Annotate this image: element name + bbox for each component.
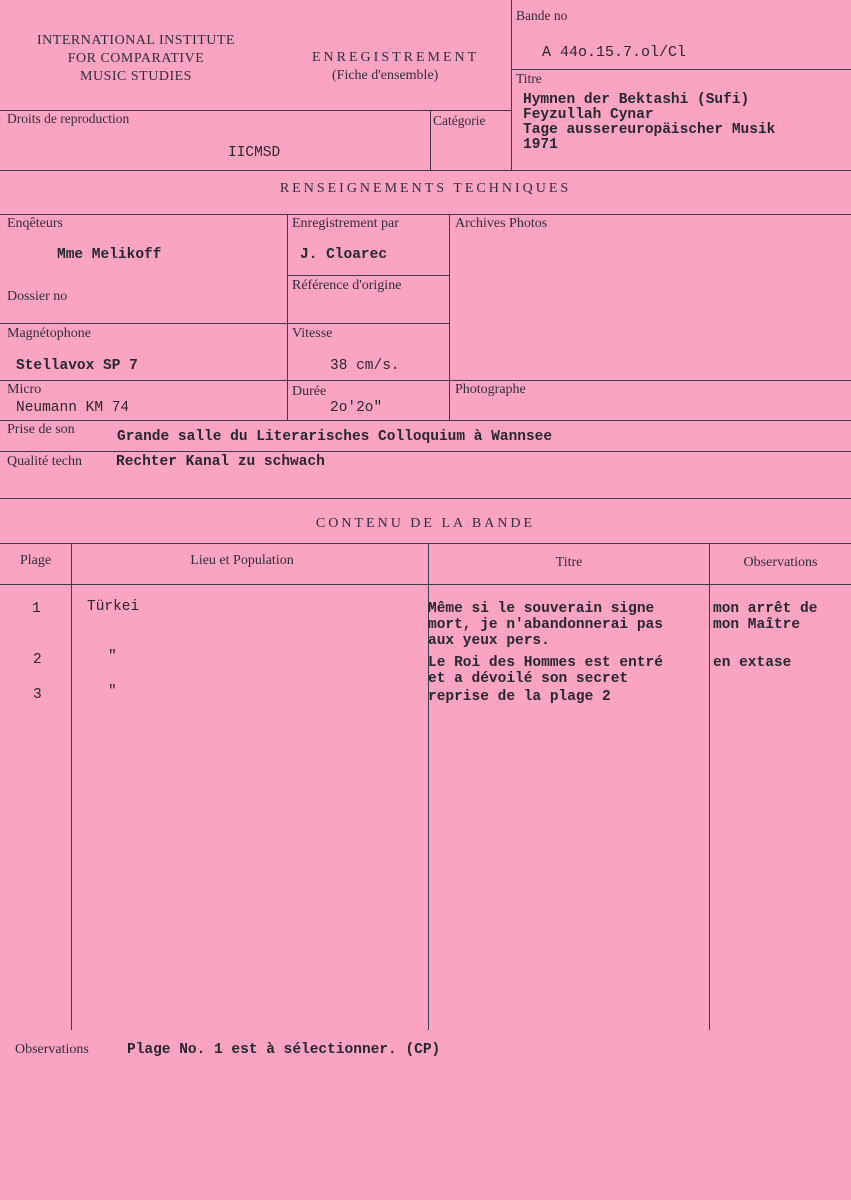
duree-value: 2o'2o" — [330, 400, 383, 416]
enqueteurs-value: Mme Melikoff — [57, 247, 162, 263]
reference-label: Référence d'origine — [292, 278, 402, 293]
table-row-plage: 3 — [33, 687, 42, 703]
prise-label: Prise de son — [7, 422, 75, 437]
titre-label: Titre — [516, 71, 542, 86]
titre-line: Hymnen der Bektashi (Sufi) — [523, 92, 750, 108]
titre-line: et a dévoilé son secret — [428, 671, 629, 687]
content-col-divider-3 — [709, 543, 710, 1030]
col-header-plage: Plage — [19, 553, 52, 568]
col-header-observations: Observations — [743, 555, 818, 570]
magnetophone-divider — [0, 323, 449, 324]
table-row-titre — [428, 655, 663, 687]
content-header-bottom-border — [0, 584, 851, 585]
content-table-top-border — [0, 543, 851, 544]
institute-line-3: MUSIC STUDIES — [80, 69, 192, 84]
enqueteurs-label: Enqêteurs — [7, 216, 63, 231]
titre-value — [523, 93, 775, 153]
institute-line-1: INTERNATIONAL INSTITUTE — [37, 33, 235, 48]
bande-divider — [511, 69, 851, 70]
col-header-lieu: Lieu et Population — [190, 553, 294, 568]
titre-line: mort, je n'abandonnerai pas — [428, 617, 663, 633]
table-row-titre — [428, 601, 663, 649]
tech-col-divider-1 — [287, 214, 288, 420]
header-bottom-border — [0, 170, 851, 171]
obs-line: mon arrêt de — [713, 601, 818, 617]
form-title: ENREGISTREMENT — [312, 50, 480, 65]
bande-label: Bande no — [516, 8, 568, 23]
enregistrement-value: J. Cloarec — [300, 247, 388, 263]
titre-line: Tage aussereuropäischer Musik — [523, 122, 776, 138]
magnetophone-label: Magnétophone — [7, 326, 91, 341]
titre-line: reprise de la plage 2 — [428, 689, 611, 705]
table-row-plage: 1 — [32, 601, 41, 617]
duree-label: Durée — [292, 384, 327, 399]
titre-line: Le Roi des Hommes est entré — [428, 655, 663, 671]
technical-top-border — [0, 214, 851, 215]
titre-line: aux yeux pers. — [428, 633, 550, 649]
droits-value: IICMSD — [228, 145, 281, 161]
header-divider — [511, 0, 512, 170]
institute-line-2: FOR COMPARATIVE — [67, 51, 205, 66]
obs-line: en extase — [713, 655, 792, 671]
archives-label: Archives Photos — [455, 216, 548, 231]
table-row-titre — [428, 689, 611, 705]
technical-section-title: RENSEIGNEMENTS TECHNIQUES — [279, 181, 572, 196]
table-row-lieu: " — [108, 684, 117, 700]
content-section-title: CONTENU DE LA BANDE — [315, 516, 536, 531]
prise-value: Grande salle du Literarisches Colloquium à Wannsee — [117, 429, 553, 445]
enregistrement-label: Enregistrement par — [292, 216, 399, 231]
micro-divider — [0, 380, 851, 381]
micro-value: Neumann KM 74 — [16, 400, 130, 416]
titre-line: 1971 — [523, 137, 558, 153]
content-col-divider-1 — [71, 543, 72, 1030]
vitesse-label: Vitesse — [292, 326, 333, 341]
table-row-observations — [713, 601, 817, 633]
qualite-value: Rechter Kanal zu schwach — [116, 454, 325, 470]
table-row-observations — [713, 655, 791, 671]
categorie-divider — [430, 110, 431, 170]
droits-label: Droits de reproduction — [7, 111, 130, 126]
institute-name — [0, 32, 272, 86]
categorie-label: Catégorie — [433, 113, 486, 128]
reference-divider — [287, 275, 449, 276]
form-subtitle: (Fiche d'ensemble) — [332, 68, 439, 83]
titre-line: Feyzullah Cynar — [523, 107, 654, 123]
qualite-label: Qualité techn — [7, 454, 83, 469]
obs-line: mon Maître — [713, 617, 801, 633]
table-row-plage: 2 — [33, 652, 42, 668]
prise-divider — [0, 420, 851, 421]
table-row-lieu: Türkei — [87, 599, 140, 615]
vitesse-value: 38 cm/s. — [330, 358, 400, 374]
col-header-titre: Titre — [555, 555, 583, 570]
titre-line: Même si le souverain signe — [428, 601, 655, 617]
observations-label: Observations — [15, 1042, 89, 1057]
qualite-divider — [0, 451, 851, 452]
bande-value: A 44o.15.7.ol/Cl — [542, 44, 687, 61]
technical-bottom-border — [0, 498, 851, 499]
dossier-label: Dossier no — [7, 289, 68, 304]
photographe-label: Photographe — [455, 382, 526, 397]
magnetophone-value: Stellavox SP 7 — [16, 358, 138, 374]
micro-label: Micro — [7, 382, 42, 397]
observations-value: Plage No. 1 est à sélectionner. (CP) — [127, 1042, 441, 1058]
table-row-lieu: " — [108, 649, 117, 665]
tech-col-divider-2 — [449, 214, 450, 420]
